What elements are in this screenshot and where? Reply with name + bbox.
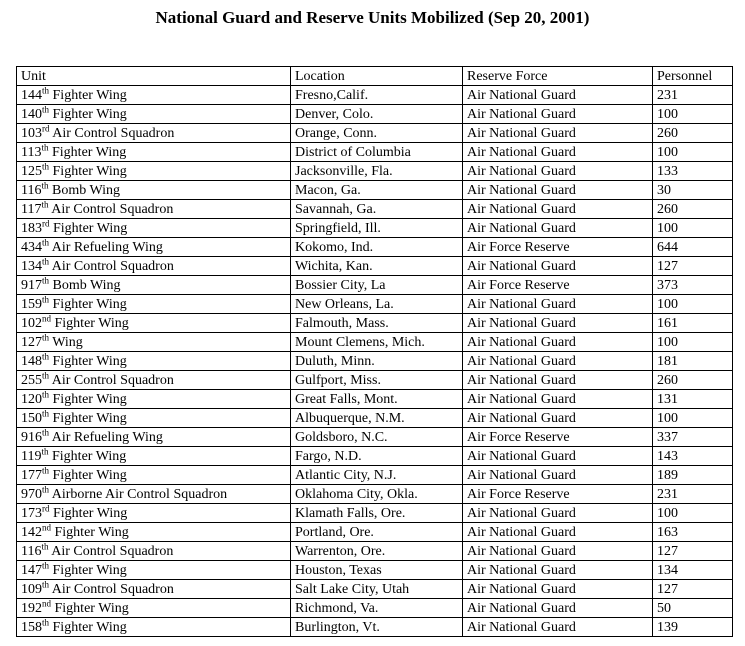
location-cell: Richmond, Va.: [291, 599, 463, 618]
unit-ordinal-suffix: th: [42, 617, 50, 627]
personnel-cell: 127: [653, 580, 733, 599]
unit-cell: [17, 295, 291, 314]
unit-number: 134: [21, 258, 42, 274]
unit-number: 173: [21, 505, 42, 521]
location-cell: Denver, Colo.: [291, 105, 463, 124]
unit-name: Air Refueling Wing: [49, 239, 163, 255]
reserve-force-cell: Air National Guard: [463, 333, 653, 352]
unit-name: Airborne Air Control Squadron: [49, 486, 228, 502]
column-header-location: Location: [291, 67, 463, 86]
unit-name: Fighter Wing: [51, 524, 129, 540]
table-row: [17, 390, 733, 409]
reserve-force-cell: Air National Guard: [463, 390, 653, 409]
reserve-force-cell: Air National Guard: [463, 257, 653, 276]
unit-cell: [17, 219, 291, 238]
unit-ordinal-suffix: th: [42, 104, 50, 114]
unit-number: 113: [21, 144, 42, 160]
unit-number: 125: [21, 163, 42, 179]
reserve-force-cell: Air National Guard: [463, 504, 653, 523]
column-header-reserve-force: Reserve Force: [463, 67, 653, 86]
unit-number: 192: [21, 600, 42, 616]
personnel-cell: 373: [653, 276, 733, 295]
unit-name: Air Refueling Wing: [49, 429, 163, 445]
header-row: [17, 67, 733, 86]
unit-cell: [17, 561, 291, 580]
table-row: [17, 352, 733, 371]
personnel-cell: 133: [653, 162, 733, 181]
unit-ordinal-suffix: th: [42, 579, 50, 589]
table-row: [17, 561, 733, 580]
unit-number: 117: [21, 201, 42, 217]
unit-ordinal-suffix: th: [41, 142, 49, 152]
location-cell: Goldsboro, N.C.: [291, 428, 463, 447]
unit-cell: [17, 599, 291, 618]
table-row: [17, 238, 733, 257]
reserve-force-cell: Air Force Reserve: [463, 485, 653, 504]
personnel-cell: 181: [653, 352, 733, 371]
unit-number: 177: [21, 467, 42, 483]
unit-name: Wing: [49, 334, 83, 350]
unit-number: 144: [21, 87, 42, 103]
unit-ordinal-suffix: th: [42, 484, 50, 494]
unit-name: Fighter Wing: [49, 106, 127, 122]
unit-ordinal-suffix: th: [41, 446, 49, 456]
location-cell: Springfield, Ill.: [291, 219, 463, 238]
unit-name: Air Control Squadron: [48, 201, 174, 217]
unit-name: Fighter Wing: [49, 296, 127, 312]
unit-name: Fighter Wing: [51, 315, 129, 331]
personnel-cell: 231: [653, 485, 733, 504]
personnel-cell: 100: [653, 105, 733, 124]
personnel-cell: 260: [653, 371, 733, 390]
personnel-cell: 260: [653, 124, 733, 143]
location-cell: Houston, Texas: [291, 561, 463, 580]
unit-number: 916: [21, 429, 42, 445]
personnel-cell: 100: [653, 333, 733, 352]
reserve-force-cell: Air National Guard: [463, 181, 653, 200]
unit-cell: [17, 618, 291, 637]
unit-number: 970: [21, 486, 42, 502]
unit-cell: [17, 542, 291, 561]
unit-cell: [17, 105, 291, 124]
unit-number: 148: [21, 353, 42, 369]
unit-name: Fighter Wing: [49, 505, 128, 521]
personnel-cell: 337: [653, 428, 733, 447]
reserve-force-cell: Air National Guard: [463, 409, 653, 428]
unit-number: 103: [21, 125, 42, 141]
reserve-force-cell: Air National Guard: [463, 105, 653, 124]
unit-name: Fighter Wing: [49, 619, 127, 635]
unit-ordinal-suffix: nd: [42, 522, 51, 532]
reserve-force-cell: Air National Guard: [463, 124, 653, 143]
column-header-personnel: Personnel: [653, 67, 733, 86]
unit-name: Air Control Squadron: [49, 258, 174, 274]
unit-number: 119: [21, 448, 42, 464]
table-row: [17, 200, 733, 219]
unit-name: Fighter Wing: [49, 163, 127, 179]
location-cell: Albuquerque, N.M.: [291, 409, 463, 428]
unit-name: Bomb Wing: [49, 277, 121, 293]
unit-number: 147: [21, 562, 42, 578]
unit-cell: [17, 314, 291, 333]
unit-name: Air Control Squadron: [49, 372, 174, 388]
unit-ordinal-suffix: th: [42, 332, 50, 342]
personnel-cell: 100: [653, 409, 733, 428]
location-cell: Bossier City, La: [291, 276, 463, 295]
table-row: [17, 580, 733, 599]
page-title: National Guard and Reserve Units Mobilized (Sep 20, 2001): [155, 8, 590, 27]
column-header-unit: Unit: [17, 67, 291, 86]
unit-ordinal-suffix: th: [41, 180, 49, 190]
table-row: [17, 124, 733, 143]
table-row: [17, 295, 733, 314]
unit-number: 183: [21, 220, 42, 236]
personnel-cell: 127: [653, 542, 733, 561]
unit-name: Fighter Wing: [51, 600, 129, 616]
unit-ordinal-suffix: th: [42, 465, 50, 475]
table-row: [17, 542, 733, 561]
location-cell: Jacksonville, Fla.: [291, 162, 463, 181]
unit-number: 102: [21, 315, 42, 331]
location-cell: Klamath Falls, Ore.: [291, 504, 463, 523]
unit-cell: [17, 124, 291, 143]
table-row: [17, 219, 733, 238]
unit-ordinal-suffix: th: [42, 389, 50, 399]
table-row: [17, 428, 733, 447]
unit-number: 917: [21, 277, 42, 293]
reserve-force-cell: Air National Guard: [463, 314, 653, 333]
table-row: [17, 257, 733, 276]
unit-cell: [17, 580, 291, 599]
unit-ordinal-suffix: th: [42, 85, 50, 95]
personnel-cell: 644: [653, 238, 733, 257]
units-table: [16, 66, 733, 637]
location-cell: Mount Clemens, Mich.: [291, 333, 463, 352]
unit-ordinal-suffix: rd: [42, 218, 50, 228]
unit-ordinal-suffix: nd: [42, 598, 51, 608]
personnel-cell: 30: [653, 181, 733, 200]
unit-number: 116: [21, 543, 42, 559]
reserve-force-cell: Air National Guard: [463, 143, 653, 162]
personnel-cell: 189: [653, 466, 733, 485]
reserve-force-cell: Air Force Reserve: [463, 238, 653, 257]
unit-number: 255: [21, 372, 42, 388]
unit-number: 127: [21, 334, 42, 350]
unit-name: Fighter Wing: [49, 353, 127, 369]
personnel-cell: 161: [653, 314, 733, 333]
unit-cell: [17, 162, 291, 181]
unit-ordinal-suffix: th: [42, 275, 50, 285]
unit-name: Fighter Wing: [49, 562, 127, 578]
table-row: [17, 618, 733, 637]
personnel-cell: 100: [653, 295, 733, 314]
location-cell: Oklahoma City, Okla.: [291, 485, 463, 504]
reserve-force-cell: Air National Guard: [463, 86, 653, 105]
unit-ordinal-suffix: rd: [42, 123, 50, 133]
unit-name: Bomb Wing: [48, 182, 121, 198]
unit-cell: [17, 428, 291, 447]
reserve-force-cell: Air Force Reserve: [463, 276, 653, 295]
unit-ordinal-suffix: nd: [42, 313, 51, 323]
unit-cell: [17, 200, 291, 219]
reserve-force-cell: Air National Guard: [463, 580, 653, 599]
unit-ordinal-suffix: th: [42, 427, 50, 437]
table-row: [17, 276, 733, 295]
reserve-force-cell: Air National Guard: [463, 295, 653, 314]
reserve-force-cell: Air National Guard: [463, 618, 653, 637]
unit-ordinal-suffix: th: [42, 370, 50, 380]
unit-cell: [17, 86, 291, 105]
unit-cell: [17, 390, 291, 409]
unit-ordinal-suffix: th: [42, 256, 50, 266]
unit-name: Fighter Wing: [49, 87, 127, 103]
reserve-force-cell: Air National Guard: [463, 162, 653, 181]
personnel-cell: 100: [653, 143, 733, 162]
location-cell: Duluth, Minn.: [291, 352, 463, 371]
unit-number: 150: [21, 410, 42, 426]
location-cell: Portland, Ore.: [291, 523, 463, 542]
unit-name: Fighter Wing: [48, 448, 127, 464]
unit-cell: [17, 181, 291, 200]
unit-number: 140: [21, 106, 42, 122]
unit-ordinal-suffix: th: [42, 351, 50, 361]
unit-ordinal-suffix: th: [41, 541, 49, 551]
unit-ordinal-suffix: th: [42, 294, 50, 304]
personnel-cell: 139: [653, 618, 733, 637]
reserve-force-cell: Air National Guard: [463, 561, 653, 580]
location-cell: Great Falls, Mont.: [291, 390, 463, 409]
table-row: [17, 333, 733, 352]
location-cell: Wichita, Kan.: [291, 257, 463, 276]
unit-name: Fighter Wing: [48, 144, 127, 160]
location-cell: Burlington, Vt.: [291, 618, 463, 637]
unit-cell: [17, 352, 291, 371]
table-row: [17, 162, 733, 181]
table-row: [17, 485, 733, 504]
table-row: [17, 504, 733, 523]
unit-number: 120: [21, 391, 42, 407]
table-row: [17, 143, 733, 162]
unit-ordinal-suffix: th: [42, 237, 50, 247]
location-cell: District of Columbia: [291, 143, 463, 162]
table-row: [17, 105, 733, 124]
unit-cell: [17, 238, 291, 257]
location-cell: Gulfport, Miss.: [291, 371, 463, 390]
unit-cell: [17, 257, 291, 276]
unit-name: Air Control Squadron: [49, 125, 175, 141]
location-cell: Salt Lake City, Utah: [291, 580, 463, 599]
personnel-cell: 50: [653, 599, 733, 618]
table-row: [17, 86, 733, 105]
unit-cell: [17, 409, 291, 428]
unit-ordinal-suffix: th: [41, 199, 49, 209]
personnel-cell: 100: [653, 504, 733, 523]
table-row: [17, 314, 733, 333]
unit-cell: [17, 466, 291, 485]
unit-number: 434: [21, 239, 42, 255]
unit-number: 158: [21, 619, 42, 635]
reserve-force-cell: Air National Guard: [463, 599, 653, 618]
reserve-force-cell: Air National Guard: [463, 466, 653, 485]
location-cell: Macon, Ga.: [291, 181, 463, 200]
table-row: [17, 181, 733, 200]
location-cell: Savannah, Ga.: [291, 200, 463, 219]
unit-name: Fighter Wing: [49, 410, 127, 426]
reserve-force-cell: Air Force Reserve: [463, 428, 653, 447]
unit-cell: [17, 143, 291, 162]
unit-cell: [17, 447, 291, 466]
personnel-cell: 134: [653, 561, 733, 580]
personnel-cell: 231: [653, 86, 733, 105]
location-cell: Fargo, N.D.: [291, 447, 463, 466]
reserve-force-cell: Air National Guard: [463, 371, 653, 390]
table-row: [17, 599, 733, 618]
table-row: [17, 466, 733, 485]
reserve-force-cell: Air National Guard: [463, 219, 653, 238]
unit-cell: [17, 371, 291, 390]
unit-number: 116: [21, 182, 42, 198]
unit-ordinal-suffix: th: [42, 161, 50, 171]
personnel-cell: 143: [653, 447, 733, 466]
unit-name: Fighter Wing: [49, 391, 127, 407]
table-row: [17, 371, 733, 390]
personnel-cell: 131: [653, 390, 733, 409]
location-cell: Kokomo, Ind.: [291, 238, 463, 257]
location-cell: Fresno,Calif.: [291, 86, 463, 105]
personnel-cell: 260: [653, 200, 733, 219]
reserve-force-cell: Air National Guard: [463, 542, 653, 561]
unit-number: 109: [21, 581, 42, 597]
table-row: [17, 523, 733, 542]
unit-name: Air Control Squadron: [49, 581, 174, 597]
table-row: [17, 447, 733, 466]
personnel-cell: 100: [653, 219, 733, 238]
unit-ordinal-suffix: rd: [42, 503, 50, 513]
unit-name: Fighter Wing: [49, 467, 127, 483]
personnel-cell: 163: [653, 523, 733, 542]
location-cell: Falmouth, Mass.: [291, 314, 463, 333]
location-cell: New Orleans, La.: [291, 295, 463, 314]
reserve-force-cell: Air National Guard: [463, 447, 653, 466]
reserve-force-cell: Air National Guard: [463, 523, 653, 542]
unit-name: Fighter Wing: [49, 220, 128, 236]
reserve-force-cell: Air National Guard: [463, 352, 653, 371]
unit-cell: [17, 276, 291, 295]
reserve-force-cell: Air National Guard: [463, 200, 653, 219]
location-cell: Atlantic City, N.J.: [291, 466, 463, 485]
unit-ordinal-suffix: th: [42, 408, 50, 418]
unit-cell: [17, 485, 291, 504]
unit-cell: [17, 504, 291, 523]
unit-cell: [17, 523, 291, 542]
personnel-cell: 127: [653, 257, 733, 276]
unit-ordinal-suffix: th: [42, 560, 50, 570]
location-cell: Warrenton, Ore.: [291, 542, 463, 561]
table-row: [17, 409, 733, 428]
unit-cell: [17, 333, 291, 352]
unit-number: 159: [21, 296, 42, 312]
location-cell: Orange, Conn.: [291, 124, 463, 143]
unit-name: Air Control Squadron: [48, 543, 174, 559]
unit-number: 142: [21, 524, 42, 540]
